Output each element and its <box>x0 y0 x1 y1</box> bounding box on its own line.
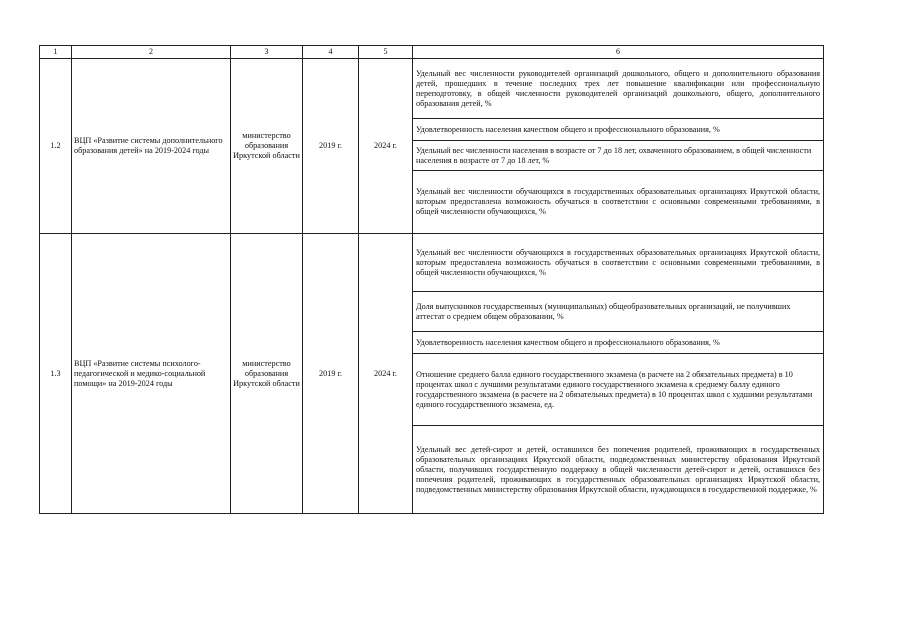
end-year: 2024 г. <box>359 234 413 514</box>
indicators-table <box>39 45 824 514</box>
indicator-cell: Удовлетворенность населения качеством общего и профессионального образования, % <box>413 119 824 141</box>
program-name: ВЦП «Развитие системы дополнительного образования детей» на 2019-2024 годы <box>72 59 231 234</box>
responsible-org: министерство образования Иркутской области <box>231 234 303 514</box>
header-cell: 5 <box>359 46 413 59</box>
row-number: 1.2 <box>40 59 72 234</box>
table-row <box>40 59 824 119</box>
responsible-org: министерство образования Иркутской области <box>231 59 303 234</box>
program-name: ВЦП «Развитие системы психолого-педагогической и медико-социальной помощи» на 2019-2024 годы <box>72 234 231 514</box>
indicator-cell: Удельный вес численности обучающихся в государственных образовательных организациях Иркутской области, которым предоставлена возможность обучаться в соответствии с основными современными требованиями, в общей численности обучающихся, % <box>413 234 824 292</box>
indicator-cell: Удельный вес численности населения в возрасте от 7 до 18 лет, охваченного образованием, в общей численности населения в возрасте от 7 до 18 лет, % <box>413 141 824 171</box>
indicator-cell: Удовлетворенность населения качеством общего и профессионального образования, % <box>413 332 824 354</box>
indicator-cell: Доля выпускников государственных (муниципальных) общеобразовательных организаций, не получивших аттестат о среднем общем образовании, % <box>413 292 824 332</box>
header-row <box>40 46 824 59</box>
row-number: 1.3 <box>40 234 72 514</box>
header-cell: 6 <box>413 46 824 59</box>
header-cell: 4 <box>303 46 359 59</box>
start-year: 2019 г. <box>303 234 359 514</box>
header-cell: 3 <box>231 46 303 59</box>
start-year: 2019 г. <box>303 59 359 234</box>
table-row <box>40 234 824 292</box>
end-year: 2024 г. <box>359 59 413 234</box>
indicator-cell: Удельный вес численности обучающихся в государственных образовательных организациях Иркутской области, которым предоставлена возможность обучаться в соответствии с основными современными требованиями, в общей численности обучающихся, % <box>413 171 824 234</box>
indicator-cell: Удельный вес численности руководителей организаций дошкольного, общего и дополнительного образования детей, прошедших в течение последних трех лет повышение квалификации или профессиональную переподготовку, в общей численности руководителей организаций дошкольного, общего, дополнительного образования детей, % <box>413 59 824 119</box>
header-cell: 2 <box>72 46 231 59</box>
indicator-cell: Отношение среднего балла единого государственного экзамена (в расчете на 2 обязательных предмета) в 10 процентах школ с лучшими результатами единого государственного экзамена к среднему баллу единого государственного экзамена (в расчете на 2 обязательных предмета) в 10 процентах школ с худшими результатами единого государственного экзамена, ед. <box>413 354 824 426</box>
indicator-cell: Удельный вес детей-сирот и детей, оставшихся без попечения родителей, проживающих в государственных образовательных организациях Иркутской области, подведомственных министерству образования Иркутской области, получивших государственную поддержку в общей численности детей-сирот и детей, оставшихся без попечения родителей, проживающих в государственных образовательных организациях Иркутской области, подведомственных министерству образования Иркутской области, нуждающихся в государственной поддержке, % <box>413 426 824 514</box>
header-cell: 1 <box>40 46 72 59</box>
